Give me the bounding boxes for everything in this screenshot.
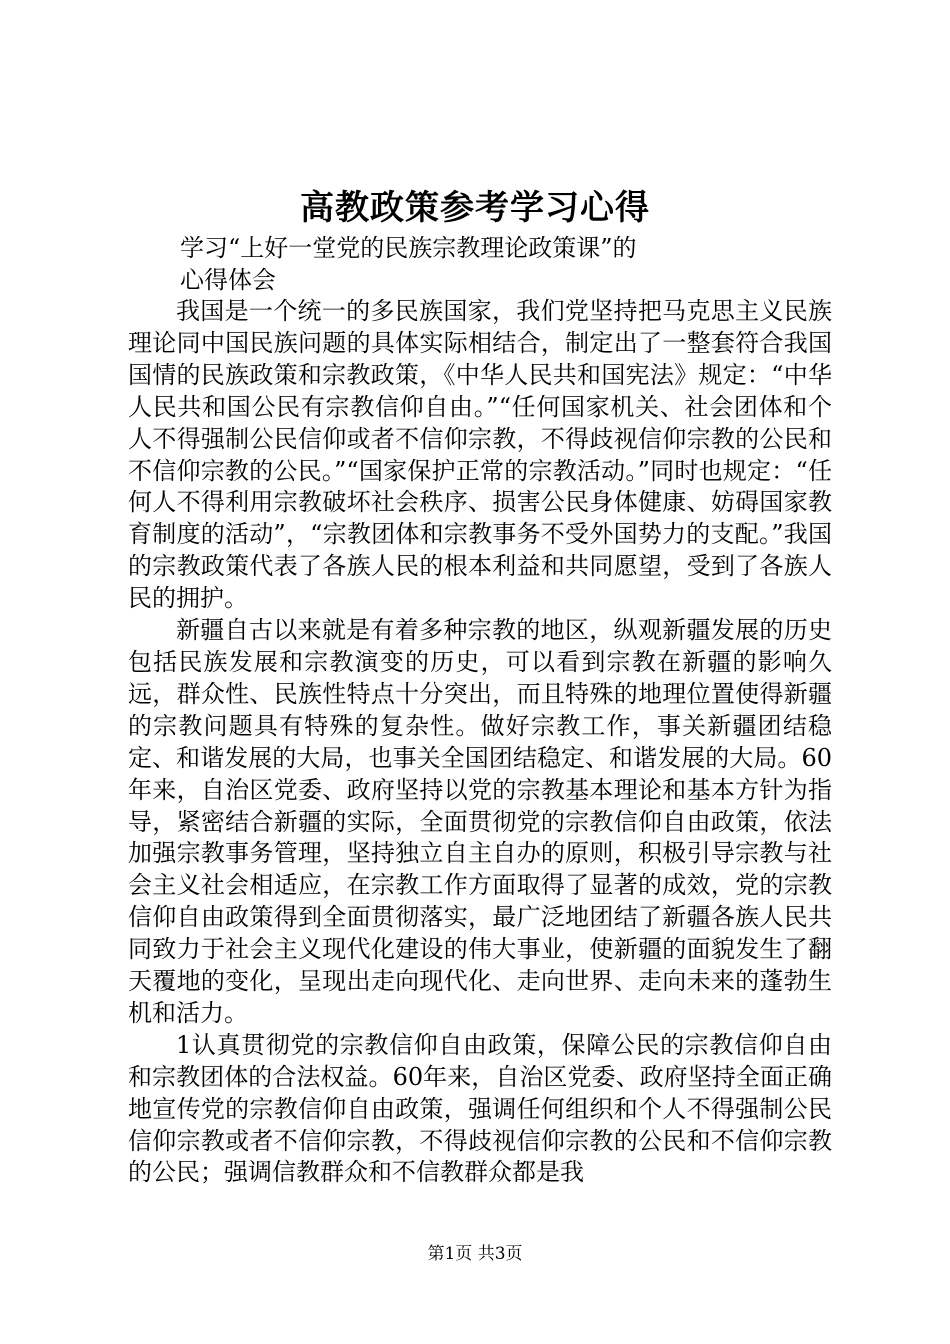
body-paragraph-3: 1认真贯彻党的宗教信仰自由政策，保障公民的宗教信仰自由和宗教团体的合法权益。60年来，自治区党委、政府坚持全面正确地宣传党的宗教信仰自由政策，强调任何组织和个人不得强制公民信仰宗教或者不信仰宗教，不得歧视信仰宗教的公民和不信仰宗教的公民；强调信教群众和不信教群众都是我 (128, 1030, 832, 1187)
subtitle-line-1: 学习“上好一堂党的民族宗教理论政策课”的 (180, 234, 637, 262)
subtitle-line-2: 心得体会 (180, 266, 276, 294)
document-title: 高教政策参考学习心得 (300, 188, 650, 228)
document-subtitle (180, 232, 820, 296)
body-paragraph-1: 我国是一个统一的多民族国家，我们党坚持把马克思主义民族理论同中国民族问题的具体实际相结合，制定出了一整套符合我国国情的民族政策和宗教政策，《中华人民共和国宪法》规定：“中华人民共和国公民有宗教信仰自由。”“任何国家机关、社会团体和个人不得强制公民信仰或者不信仰宗教，不得歧视信仰宗教的公民和不信仰宗教的公民。”“国家保护正常的宗教活动。”同时也规定：“任何人不得利用宗教破坏社会秩序、损害公民身体健康、妨碍国家教育制度的活动”，“宗教团体和宗教事务不受外国势力的支配。”我国的宗教政策代表了各族人民的根本利益和共同愿望，受到了各族人民的拥护。 (128, 297, 832, 613)
body-paragraph-2: 新疆自古以来就是有着多种宗教的地区，纵观新疆发展的历史包括民族发展和宗教演变的历史，可以看到宗教在新疆的影响久远，群众性、民族性特点十分突出，而且特殊的地理位置使得新疆的宗教问题具有特殊的复杂性。做好宗教工作，事关新疆团结稳定、和谐发展的大局，也事关全国团结稳定、和谐发展的大局。60年来，自治区党委、政府坚持以党的宗教基本理论和基本方针为指导，紧密结合新疆的实际，全面贯彻党的宗教信仰自由政策，依法加强宗教事务管理，坚持独立自主自办的原则，积极引导宗教与社会主义社会相适应，在宗教工作方面取得了显著的成效，党的宗教信仰自由政策得到全面贯彻落实，最广泛地团结了新疆各族人民共同致力于社会主义现代化建设的伟大事业，使新疆的面貌发生了翻天覆地的变化，呈现出走向现代化、走向世界、走向未来的蓬勃生机和活力。 (128, 616, 832, 1027)
document-body (128, 296, 832, 1189)
page-footer: 第1页 共3页 (427, 1244, 523, 1264)
